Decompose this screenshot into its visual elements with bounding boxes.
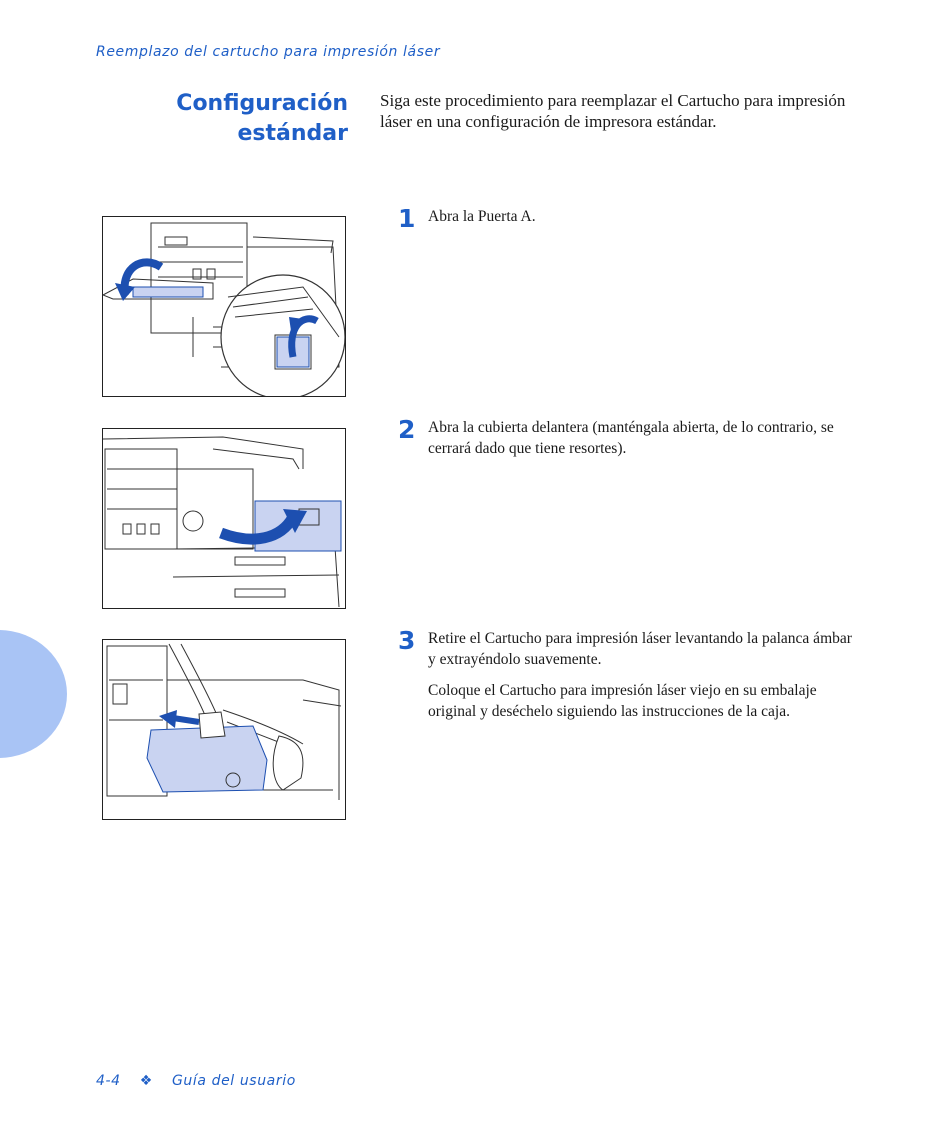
chapter-side-tab [0, 630, 67, 758]
step-number-2: 2 [398, 415, 416, 444]
section-title-line1: Configuración [176, 91, 348, 116]
page-footer [96, 1073, 310, 1089]
guide-title: Guía del usuario [171, 1073, 296, 1089]
running-header: Reemplazo del cartucho para impresión láser [96, 44, 441, 60]
figure-remove-cartridge [102, 639, 346, 820]
step-1-text [428, 206, 858, 237]
section-title-line2: estándar [237, 121, 348, 146]
footer-separator-icon: ❖ [139, 1073, 153, 1089]
figure-open-door-a [102, 216, 346, 397]
step-3-paragraph-2: Coloque el Cartucho para impresión láser viejo en su embalaje original y deséchelo siguiendo las instrucciones de la caja. [428, 682, 817, 720]
step-1-paragraph: Abra la Puerta A. [428, 208, 536, 225]
intro-paragraph: Siga este procedimiento para reemplazar el Cartucho para impresión láser en una configuración de impresora estándar. [380, 91, 846, 131]
step-3-text [428, 628, 858, 732]
page-number: 4-4 [96, 1073, 121, 1089]
step-number-3: 3 [398, 626, 416, 655]
section-title [120, 89, 348, 149]
step-2-text [428, 417, 858, 469]
step-3-paragraph-1: Retire el Cartucho para impresión láser levantando la palanca ámbar y extrayéndolo suavemente. [428, 630, 852, 668]
step-2-paragraph: Abra la cubierta delantera (manténgala abierta, de lo contrario, se cerrará dado que tiene resortes). [428, 419, 834, 457]
printer-door-a-illustration [103, 217, 345, 396]
figure-front-cover [102, 428, 346, 609]
step-number-1: 1 [398, 204, 416, 233]
cartridge-removal-illustration [103, 640, 345, 820]
printer-front-cover-illustration [103, 429, 345, 608]
